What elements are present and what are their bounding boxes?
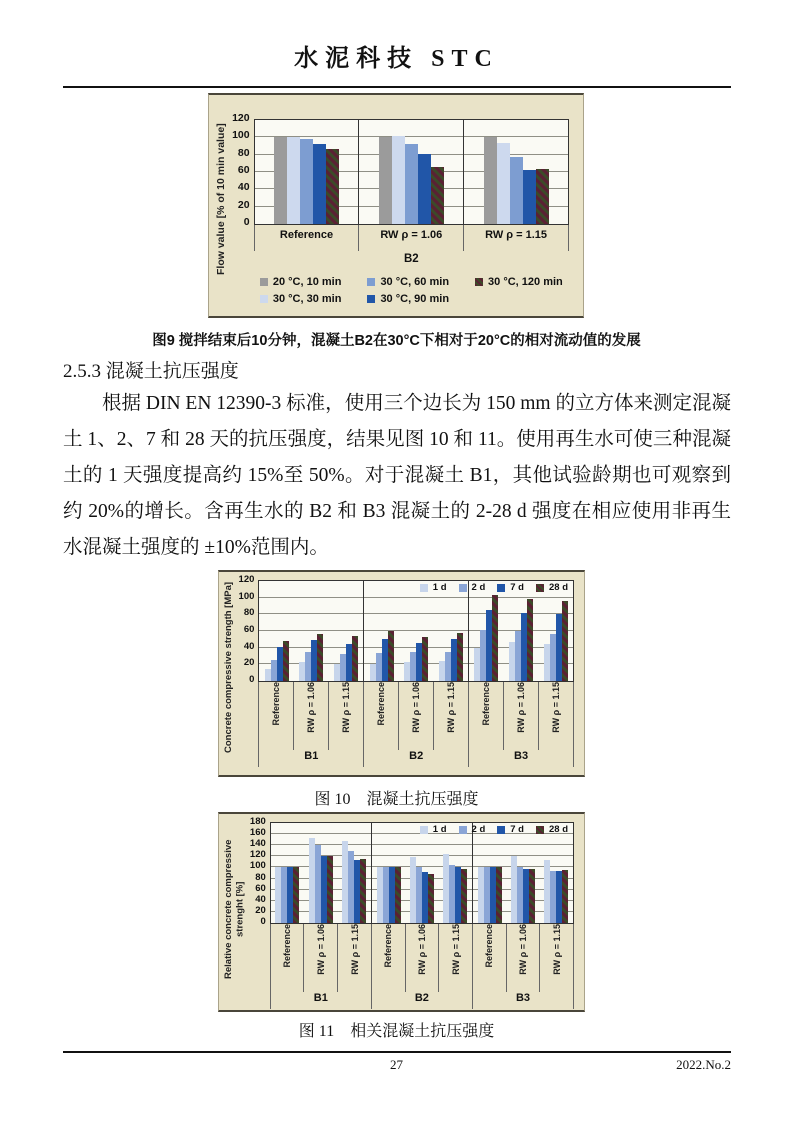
legend-swatch: [536, 826, 544, 834]
x-tick-label: RW ρ = 1.15: [551, 924, 562, 975]
bar: [457, 633, 463, 681]
legend-item: [497, 582, 524, 593]
legend-swatch: [420, 584, 428, 592]
legend-label: 2 d: [471, 582, 486, 593]
legend-item: [536, 582, 568, 593]
bar: [562, 601, 568, 681]
x-tick-label: Reference: [271, 924, 305, 992]
legend-item: [367, 290, 449, 307]
x-tick-label: Reference: [364, 682, 399, 750]
legend-label: 1 d: [432, 582, 447, 593]
x-tick-label: RW ρ = 1.15: [434, 682, 469, 750]
bar-group: [538, 581, 573, 681]
plot-area: [258, 580, 574, 682]
bar: [497, 143, 510, 224]
legend-swatch: [260, 295, 268, 303]
legend-swatch: [367, 278, 375, 286]
body-paragraph: 根据 DIN EN 12390-3 标准，使用三个边长为 150 mm 的立方体来测定混凝土 1、2、7 和 28 天的抗压强度，结果见图 10 和 11。使用再生水可使三种混凝土的 1 天强度提高约 15%至 50%。对于混凝土 B1，其他试验龄期也可观察到约 20%的增长。含再生水的 B2 和 B3 混凝土的 2-28 d 强度在相应使用非再生水混凝土强度的 ±10%范围内。: [63, 393, 731, 558]
bar: [293, 867, 299, 923]
x-tick-label: RW ρ = 1.06: [294, 682, 329, 750]
y-tick-label: 0: [249, 674, 255, 685]
bar: [527, 599, 533, 681]
bar: [395, 867, 401, 923]
figure10-chart: [218, 570, 585, 777]
section-label: B3: [515, 992, 530, 1004]
legend-item: [459, 824, 486, 835]
bar: [529, 869, 535, 923]
legend-item: [475, 273, 563, 290]
bar-group: [504, 581, 539, 681]
figure11-caption: 图 11 相关混凝土抗压强度: [298, 1023, 495, 1040]
legend-label: 30 °C, 60 min: [380, 275, 450, 288]
y-tick-label: 120: [249, 849, 266, 861]
bar-group: [405, 823, 438, 923]
y-axis-label: Concrete compressive strength [MPa]: [223, 581, 234, 754]
bar: [317, 634, 323, 682]
legend-item: [260, 273, 342, 290]
bar-group: [434, 581, 470, 681]
legend-label: 28 d: [548, 824, 568, 835]
bar-group: [255, 120, 360, 224]
bar: [274, 137, 287, 224]
bar: [283, 641, 289, 681]
y-tick-label: 0: [243, 216, 250, 228]
bar: [360, 859, 366, 923]
y-tick-label: 20: [237, 198, 250, 211]
bar-group: [506, 823, 539, 923]
legend-label: 7 d: [510, 582, 524, 593]
y-axis-label: Flow value [% of 10 min value]: [215, 123, 227, 275]
legend-item: [497, 824, 524, 835]
plot-area: [270, 822, 574, 924]
x-tick-label: RW ρ = 1.15: [485, 229, 548, 241]
legend-item: [459, 582, 486, 593]
x-tick-label: RW ρ = 1.15: [439, 924, 473, 992]
figure9-chart: [208, 93, 584, 318]
legend-swatch: [475, 278, 483, 286]
footer-divider: [63, 1051, 731, 1053]
bar-group: [399, 581, 434, 681]
section-label: B2: [372, 992, 473, 1009]
legend-swatch: [367, 295, 375, 303]
legend-label: 20 °C, 10 min: [272, 275, 342, 288]
legend-label: 30 °C, 30 min: [272, 292, 342, 305]
y-tick-label: 180: [249, 816, 266, 827]
y-tick-label: 20: [243, 657, 255, 669]
y-tick-label: 40: [243, 640, 255, 652]
bar: [287, 137, 300, 224]
x-tick-label: RW ρ = 1.06: [304, 924, 338, 992]
journal-title: 水泥科技 STC: [294, 46, 499, 72]
bar: [431, 167, 444, 224]
x-tick-label: Reference: [255, 225, 360, 251]
bar-group: [364, 581, 399, 681]
bar-group: [259, 581, 294, 681]
y-tick-label: 80: [243, 607, 255, 619]
legend-swatch: [260, 278, 268, 286]
legend-swatch: [459, 826, 467, 834]
x-tick-label: RW ρ = 1.15: [550, 682, 561, 733]
bar-group: [372, 823, 405, 923]
y-tick-label: 60: [243, 624, 255, 635]
x-tick-label: RW ρ = 1.06: [507, 924, 541, 992]
bar-group: [271, 823, 304, 923]
x-tick-label: RW ρ = 1.06: [359, 225, 464, 251]
x-tick-label: Reference: [372, 924, 406, 992]
section-label: B1: [271, 992, 372, 1009]
bar-group: [540, 823, 573, 923]
legend-item: [367, 273, 449, 290]
x-tick-label: Reference: [473, 924, 507, 992]
legend-item: [420, 582, 447, 593]
y-tick-label: 80: [255, 871, 266, 883]
bar: [492, 595, 498, 681]
x-tick-label: RW ρ = 1.15: [329, 682, 364, 750]
bar: [562, 870, 568, 923]
bar: [388, 631, 394, 681]
legend-item: [536, 824, 568, 835]
x-tick-label: RW ρ = 1.06: [399, 682, 434, 750]
y-tick-label: 160: [249, 827, 266, 839]
legend-swatch: [497, 826, 505, 834]
x-tick-label: RW ρ = 1.06: [504, 682, 539, 750]
y-tick-label: 140: [249, 838, 266, 850]
bar: [352, 636, 358, 681]
x-tick-label: RW ρ = 1.06: [406, 924, 440, 992]
header-divider: [63, 86, 731, 88]
plot-area: [254, 119, 569, 225]
section-labels: [270, 992, 574, 1009]
bar: [523, 170, 536, 224]
bar: [392, 136, 405, 224]
bar: [379, 137, 392, 224]
figure10-caption: 图 10 混凝土抗压强度: [314, 791, 479, 808]
x-tick-label: Reference: [469, 682, 504, 750]
bar-group: [294, 581, 329, 681]
y-tick-label: 100: [238, 590, 255, 602]
bar-group: [304, 823, 337, 923]
bar: [300, 139, 313, 224]
legend-swatch: [536, 584, 544, 592]
x-tick-label: Reference: [259, 682, 294, 750]
legend-label: 1 d: [432, 824, 447, 835]
legend-swatch: [459, 584, 467, 592]
bar: [484, 137, 497, 224]
section-label: B3: [514, 750, 529, 762]
legend-label: 30 °C, 90 min: [380, 292, 450, 305]
legend-label: 7 d: [510, 824, 524, 835]
legend-label: 2 d: [471, 824, 486, 835]
y-tick-label: 100: [249, 860, 266, 872]
figure11-chart: [218, 812, 585, 1012]
bar-group: [473, 823, 506, 923]
page-number: 27: [390, 1057, 403, 1072]
bar-group: [359, 120, 464, 224]
y-tick-label: 80: [237, 146, 250, 159]
y-tick-label: 100: [232, 129, 250, 142]
legend-swatch: [420, 826, 428, 834]
legend-item: [420, 824, 447, 835]
x-axis-title: B2: [403, 253, 419, 265]
legend: [420, 582, 568, 593]
legend-label: 30 °C, 120 min: [488, 275, 563, 288]
bar-group: [464, 120, 568, 224]
bar: [326, 149, 339, 224]
y-tick-label: 40: [237, 181, 250, 194]
bar-group: [439, 823, 473, 923]
legend-item: [260, 290, 342, 307]
legend: [254, 273, 569, 307]
section-label: B2: [364, 750, 469, 767]
y-tick-label: 120: [232, 112, 250, 124]
legend-label: 28 d: [548, 582, 568, 593]
legend-swatch: [497, 584, 505, 592]
bar: [461, 869, 467, 923]
section-label: B1: [259, 750, 364, 767]
bar: [422, 637, 428, 681]
bar: [536, 169, 549, 224]
bar: [510, 157, 523, 224]
bar: [496, 867, 502, 923]
bar-group: [469, 581, 504, 681]
y-axis-label: Relative concrete compressive strenght [%]: [223, 839, 246, 980]
y-tick-label: 60: [255, 882, 266, 894]
section-labels: [258, 750, 574, 767]
y-tick-label: 40: [255, 893, 266, 905]
bar: [405, 144, 418, 224]
y-tick-label: 0: [260, 916, 266, 927]
bar: [428, 874, 434, 923]
issue-label: 2022.No.2: [676, 1057, 731, 1072]
figure9-caption: 图9 搅拌结束后10分钟，混凝土B2在30°C下相对于20°C的相对流动值的发展: [152, 333, 641, 349]
bar: [327, 856, 333, 923]
y-tick-label: 60: [237, 164, 250, 176]
section-heading: 2.5.3 混凝土抗压强度: [63, 361, 239, 382]
legend: [420, 824, 568, 835]
bar-group: [329, 581, 365, 681]
bar: [418, 154, 431, 224]
bar-group: [338, 823, 372, 923]
bar: [313, 144, 326, 224]
x-tick-label: RW ρ = 1.15: [338, 924, 372, 992]
y-tick-label: 20: [255, 904, 266, 916]
y-tick-label: 120: [238, 574, 255, 585]
